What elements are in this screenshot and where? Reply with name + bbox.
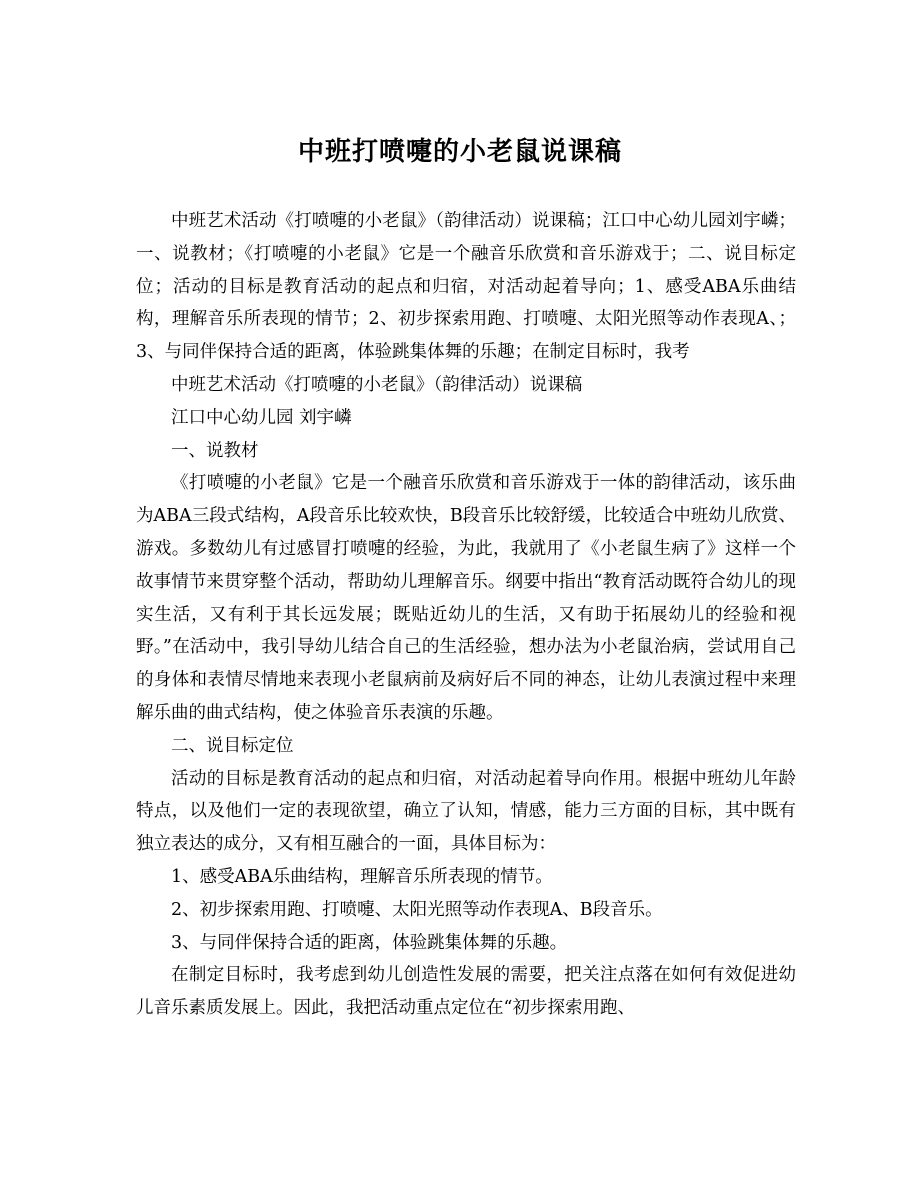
list-item: 1、感受ABA乐曲结构，理解音乐所表现的情节。 — [171, 866, 553, 887]
paragraph: 中班艺术活动《打喷嚏的小老鼠》（韵律活动）说课稿 — [171, 374, 583, 395]
paragraph: 江口中心幼儿园 刘宇嶙 — [171, 407, 352, 428]
paragraph: 活动的目标是教育活动的起点和归宿，对活动起着导向作用。根据中班幼儿年龄特点，以及他们一定的表现欲望，确立了认知，情感，能力三方面的目标，其中既有独立表达的成分，又有相互融合的一面，具体目标为： — [136, 768, 796, 855]
section-heading: 一、说教材 — [171, 440, 259, 461]
paragraph: 中班艺术活动《打喷嚏的小老鼠》（韵律活动）说课稿；江口中心幼儿园刘宇嶙；一、说教材；《打喷嚏的小老鼠》它是一个融音乐欣赏和音乐游戏于；二、说目标定位；活动的目标是教育活动的起点和归宿，对活动起着导向；1、感受ABA乐曲结构，理解音乐所表现的情节；2、初步探索用跑、打喷嚏、太阳光照等动作表现A、；3、与同伴保持合适的距离，体验跳集体舞的乐趣；在制定目标时，我考 — [136, 211, 796, 363]
document-title: 中班打喷嚏的小老鼠说课稿 — [297, 137, 622, 167]
document-body — [136, 205, 796, 1025]
section-heading: 二、说目标定位 — [171, 735, 294, 756]
list-item: 2、初步探索用跑、打喷嚏、太阳光照等动作表现A、B段音乐。 — [171, 899, 663, 920]
list-item: 3、与同伴保持合适的距离，体验跳集体舞的乐趣。 — [171, 932, 568, 953]
paragraph: 在制定目标时，我考虑到幼儿创造性发展的需要，把关注点落在如何有效促进幼儿音乐素质发展上。因此，我把活动重点定位在“初步探索用跑、 — [136, 965, 796, 1019]
paragraph: 《打喷嚏的小老鼠》它是一个融音乐欣赏和音乐游戏于一体的韵律活动，该乐曲为ABA三段式结构，A段音乐比较欢快，B段音乐比较舒缓，比较适合中班幼儿欣赏、游戏。多数幼儿有过感冒打喷嚏的经验，为此，我就用了《小老鼠生病了》这样一个故事情节来贯穿整个活动，帮助幼儿理解音乐。纲要中指出“教育活动既符合幼儿的现实生活，又有利于其长远发展；既贴近幼儿的生活，又有助于拓展幼儿的经验和视野。”在活动中，我引导幼儿结合自己的生活经验，想办法为小老鼠治病，尝试用自己的身体和表情尽情地来表现小老鼠病前及病好后不同的神态，让幼儿表演过程中来理解乐曲的曲式结构，使之体验音乐表演的乐趣。 — [136, 473, 796, 723]
